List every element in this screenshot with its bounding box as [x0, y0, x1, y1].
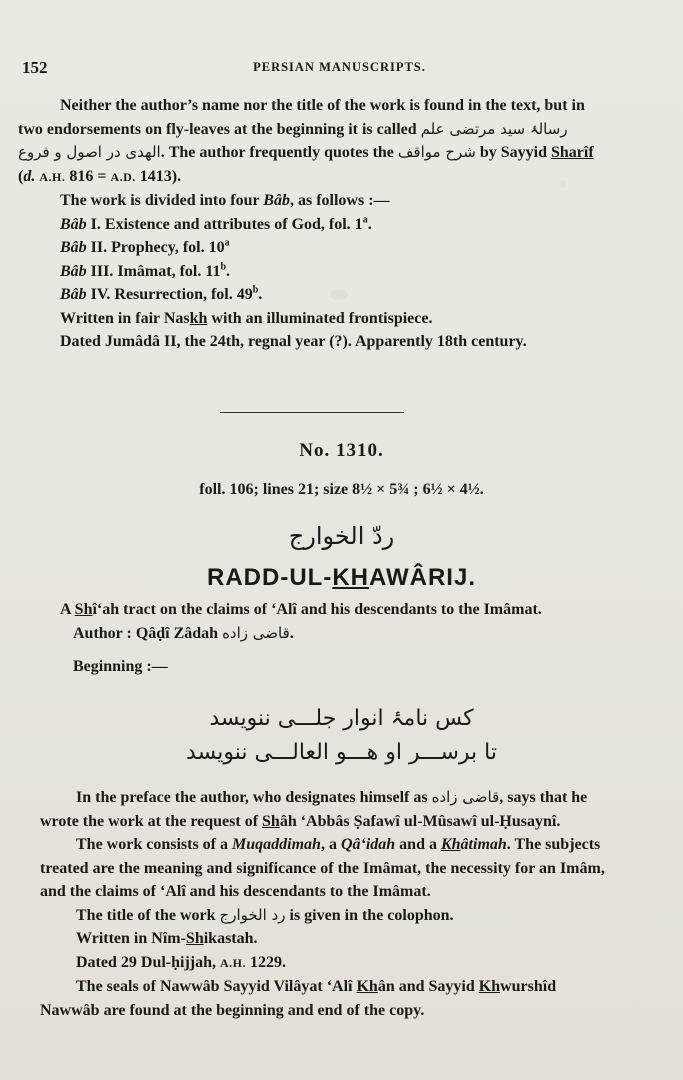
- text: IV.: [86, 286, 111, 303]
- paragraph-preface: [40, 786, 606, 833]
- text: Prophecy, fol. 10: [107, 239, 225, 256]
- verse-line-2: تا برســـر او هـــو العالـــی ننویسد: [186, 740, 497, 765]
- paragraph-written: [18, 307, 600, 331]
- text: The title of the work: [76, 906, 220, 924]
- text: wurshîd Nawwâb are found at the beginning and end of the copy.: [40, 978, 557, 1019]
- text: Bâb: [60, 239, 87, 256]
- text: AWÂRIJ.: [368, 564, 476, 591]
- text: Kh: [440, 836, 461, 853]
- entry-title: [0, 564, 683, 592]
- text: is given in the colophon.: [285, 906, 454, 924]
- text: Sh: [262, 812, 280, 830]
- arabic-phrase: رسالۂ سید مرتضی علم الهدی در اصول و فروع: [18, 119, 568, 161]
- arabic-phrase: رد الخوارج: [219, 905, 286, 924]
- paragraph-title-colophon: [40, 904, 606, 928]
- bab-line: [18, 236, 600, 260]
- text: î‘ah tract on the claims of ‘Alî and his descendants to the Imâmat.: [92, 601, 542, 618]
- text: KH: [332, 564, 369, 591]
- text: a: [224, 237, 230, 249]
- text: 1413).: [135, 167, 182, 185]
- text: with an illuminated frontispiece.: [207, 309, 433, 327]
- text: Bâb: [60, 215, 87, 233]
- page-number: 152: [22, 58, 48, 77]
- text: Kh: [478, 978, 501, 995]
- text: II.: [86, 239, 108, 256]
- paragraph-consists: [40, 833, 606, 904]
- text: Bâb: [263, 192, 290, 209]
- text: Dated 29 Dul-ḥijjah,: [76, 953, 221, 971]
- text: .: [226, 262, 231, 280]
- text: b: [252, 284, 259, 296]
- text: A: [60, 601, 75, 618]
- text: A.H.: [220, 955, 247, 970]
- text: I.: [86, 215, 101, 233]
- previous-entry: [18, 94, 600, 354]
- text: Existence and attributes of God, fol. 1: [100, 215, 363, 233]
- page-header: [22, 58, 657, 82]
- text: Written in fair Nas: [60, 309, 190, 327]
- text: , a: [320, 836, 341, 853]
- text: The work consists of a: [76, 836, 233, 853]
- paragraph-script: [40, 927, 606, 951]
- text: Bâb: [60, 286, 87, 303]
- text: 816 =: [65, 167, 111, 185]
- text: ikastah.: [203, 930, 258, 947]
- text: Kh: [356, 978, 378, 995]
- text: The seals of Nawwâb Sayyid Vilâyat ‘Alî: [76, 978, 357, 995]
- text: The work is divided into four: [60, 192, 264, 209]
- paragraph-author: [18, 622, 600, 646]
- arabic-phrase: شرح مواقف: [397, 143, 476, 161]
- text: and a: [395, 836, 441, 853]
- text: Bâb: [60, 262, 87, 280]
- text: Muqaddimah: [232, 836, 321, 853]
- arabic-title: ردّ الخوارج: [288, 522, 395, 550]
- paragraph-tract: [18, 598, 600, 622]
- paragraph-date: [40, 951, 606, 976]
- arabic-phrase: قاضی زاده: [431, 788, 500, 806]
- text: 1229.: [246, 953, 287, 971]
- bab-line: [18, 283, 600, 307]
- text: Neither the author’s name nor the title of the work is found in the text, but in two endorsements on fly-leaves at the beginning it is called: [18, 97, 585, 138]
- paragraph-endorsements: [18, 94, 600, 189]
- paragraph-divisions: [18, 189, 600, 213]
- text: Sh: [185, 930, 204, 947]
- text: kh: [189, 309, 208, 327]
- entry-body: [40, 786, 606, 1022]
- text: .: [367, 215, 372, 233]
- text: b: [220, 261, 227, 273]
- text: Qâ‘idah: [340, 836, 396, 853]
- paragraph-dated: Dated Jumâdâ II, the 24th, regnal year (?). Apparently 18th century.: [60, 333, 527, 350]
- text: âtimah: [460, 836, 507, 853]
- entry-physical-description: foll. 106; lines 21; size 8½ × 5¾ ; 6½ × 4½.: [199, 481, 484, 498]
- text: Sharîf: [551, 144, 594, 161]
- text: by Sayyid: [475, 144, 551, 161]
- text: , says that he wrote the work at the request of: [40, 789, 588, 830]
- text: . The author frequently quotes the: [160, 144, 398, 161]
- section-divider: [220, 412, 404, 413]
- text: .: [289, 624, 294, 642]
- text: Sh: [74, 601, 93, 618]
- text: , as follows :—: [289, 192, 390, 209]
- paragraph-beginning: Beginning :—: [73, 658, 168, 675]
- text: âh ‘Abbâs Ṣafawî ul-Mûsawî ul-Ḥusaynî.: [279, 812, 561, 830]
- text: a: [362, 214, 368, 226]
- text: Resurrection, fol. 49: [110, 286, 253, 303]
- text: (: [18, 167, 24, 185]
- text: Written in Nîm-: [76, 930, 186, 947]
- running-title: PERSIAN MANUSCRIPTS.: [253, 60, 426, 74]
- text: Imâmat, fol. 11: [113, 262, 221, 280]
- text: . The subjects treated are the meaning and significance of the Imâmat, the necessity for an Imâm, and the claims of ‘Alî and his descendants to the Imâmat.: [40, 836, 605, 900]
- text: Author : Qâḍî Zâdah: [73, 624, 223, 642]
- paragraph-seals: [40, 975, 606, 1022]
- text: .: [258, 286, 263, 303]
- text: A.D.: [110, 169, 136, 184]
- text: A.H.: [39, 169, 66, 184]
- text: III.: [86, 262, 114, 280]
- text: d.: [23, 167, 36, 185]
- text: In the preface the author, who designates himself as: [76, 789, 432, 806]
- bab-line: [18, 213, 600, 237]
- arabic-phrase: قاضی زاده: [222, 623, 290, 642]
- verse-line-1: کس نامۂ انوار جلـــی ننویسد: [209, 706, 474, 731]
- text: ân and Sayyid: [377, 978, 479, 995]
- entry-number: No. 1310.: [299, 440, 384, 461]
- bab-line: [18, 260, 600, 284]
- entry-description: [18, 598, 600, 679]
- text: RADD-UL-: [207, 564, 333, 591]
